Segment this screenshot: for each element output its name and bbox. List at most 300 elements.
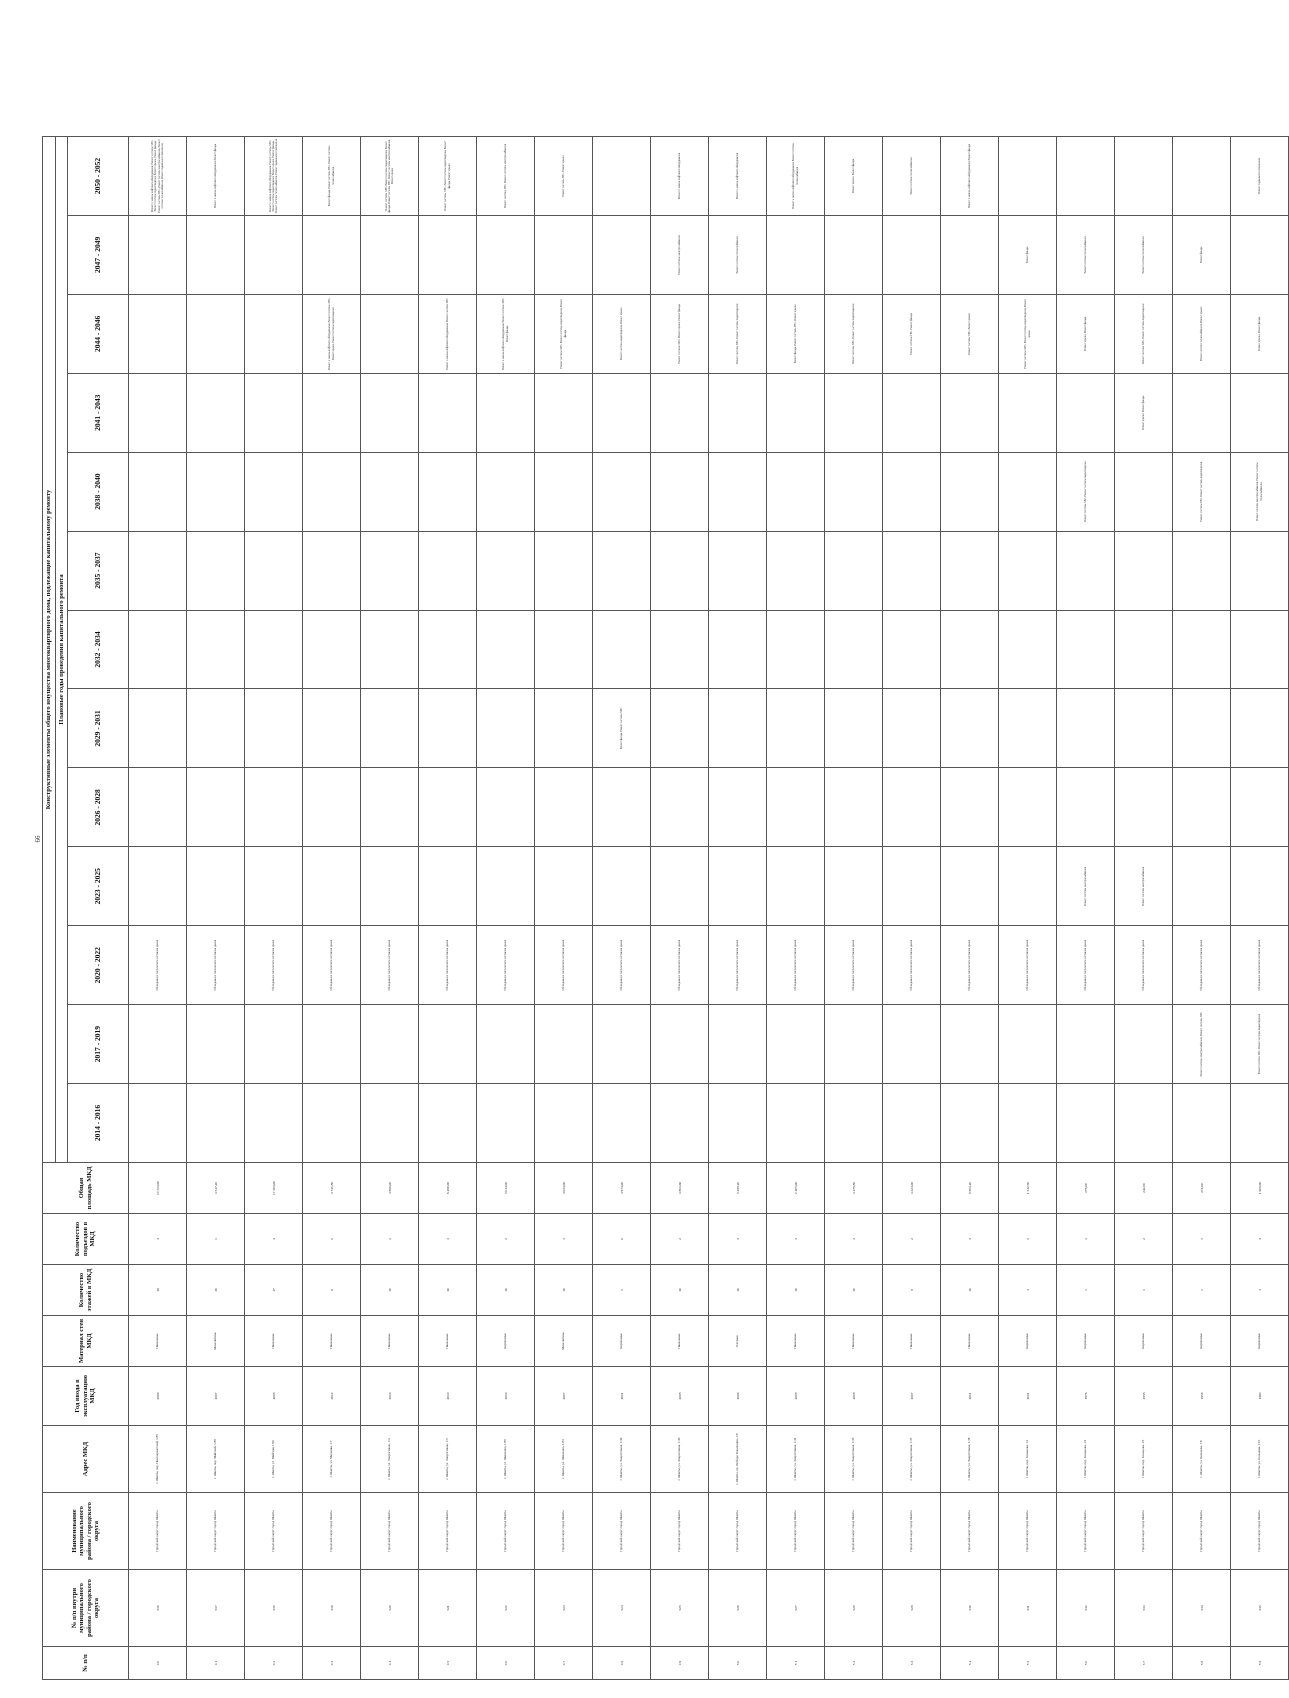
district-name-cell: Городской округ город Шахты [1173,1493,1231,1570]
work-cell [1115,1005,1173,1084]
floors-cell: 10 [825,1265,883,1316]
work-cell [245,294,303,373]
floors-cell: 10 [767,1265,825,1316]
work-cell [709,768,767,847]
district-name-cell: Городской округ город Шахты [535,1493,593,1570]
table-row [361,137,419,1680]
work-cell [187,768,245,847]
work-cell [825,452,883,531]
district-num-cell: 528 [825,1570,883,1647]
work-cell [303,689,361,768]
address-cell: г. Шахты, ул. Кольцова, 1/10 [1231,1426,1289,1493]
area-cell: 274,00 [1173,1163,1231,1214]
work-cell: Обследование технического состояния здания [593,926,651,1005]
work-cell [941,768,999,847]
year-cell: 2008 [825,1367,883,1426]
work-cell [825,373,883,452]
work-cell [999,610,1057,689]
address-cell: г. Шахты, пр. Победы Революции, 1/8 [709,1426,767,1493]
material-cell: Панельные [361,1316,419,1367]
work-cell [535,531,593,610]
district-name-cell: Городской округ город Шахты [245,1493,303,1570]
address-cell: г. Шахты, ул. Энергетиков, 1/37 [883,1426,941,1493]
work-cell [187,689,245,768]
area-cell: 242,00 [1115,1163,1173,1214]
work-cell [651,531,709,610]
work-cell [535,452,593,531]
work-cell [419,373,477,452]
entrances-cell: 3 [825,1214,883,1265]
page-number: 66 [34,835,42,843]
work-cell [419,847,477,926]
work-cell: Обследование технического состояния здания [767,926,825,1005]
work-cell: Ремонт системы водоотведения, Ремонт крыши [593,294,651,373]
district-num-cell: 527 [767,1570,825,1647]
work-cell [535,847,593,926]
material-cell: Панельные [825,1316,883,1367]
work-cell [303,452,361,531]
work-cell [1231,531,1289,610]
year-cell: 1958 [1115,1367,1173,1426]
work-cell [767,1005,825,1084]
header-year: Год ввода в эксплуатацию МКД [43,1367,129,1426]
work-cell [999,689,1057,768]
entrances-cell: 3 [419,1214,477,1265]
work-cell [245,373,303,452]
work-cell [767,847,825,926]
entrances-cell: 2 [1115,1214,1173,1265]
entrances-cell: 4 [1231,1214,1289,1265]
work-cell: Обследование технического состояния здания [825,926,883,1005]
period-header: 2023 - 2025 [68,847,129,926]
work-cell [941,847,999,926]
work-cell [941,1005,999,1084]
material-cell: Монолитные [187,1316,245,1367]
work-cell [767,768,825,847]
work-cell: Ремонт системы ХВС, Ремонт системы водоотведения [1231,1005,1289,1084]
work-cell [651,768,709,847]
work-cell: Ремонт и замена лифтового оборудования, Ремонт системы ХВС, Ремонт системы водоотведения, Ремонт крыши, Ремонт фасада, Ремонт системы теплоснабжения, Ремонт подвального помещения [245,137,303,216]
district-name-cell: Городской округ город Шахты [361,1493,419,1570]
district-num-cell: 530 [941,1570,999,1647]
row-num-cell: 4 6 [477,1647,535,1680]
table-row [709,137,767,1680]
row-num-cell: 4 8 [593,1647,651,1680]
work-cell [1173,768,1231,847]
year-cell: 2011 [593,1367,651,1426]
district-name-cell: Городской округ город Шахты [1057,1493,1115,1570]
material-cell: Панельные [129,1316,187,1367]
work-cell: Обследование технического состояния здания [883,926,941,1005]
work-cell [767,452,825,531]
entrances-cell: 5 [999,1214,1057,1265]
header-material: Материал стен МКД [43,1316,129,1367]
capital-repair-schedule-table [42,136,1289,1680]
work-cell [361,452,419,531]
address-cell: г. Шахты, ул. Энергетиков, 1/5 [419,1426,477,1493]
period-header: 2014 - 2016 [68,1084,129,1163]
work-cell: Ремонт системы теплоснабжения [883,137,941,216]
district-num-cell: 524 [593,1570,651,1647]
area-cell: 5 298,20 [709,1163,767,1214]
work-cell [1057,768,1115,847]
district-name-cell: Городской округ город Шахты [129,1493,187,1570]
work-cell: Ремонт системы электроснабжения, Ремонт системы теплоснабжения [1231,452,1289,531]
row-num-cell: 4 3 [303,1647,361,1680]
area-cell: 3 223,00 [883,1163,941,1214]
material-cell: Кирпичные [999,1316,1057,1367]
work-cell [1231,1084,1289,1163]
district-num-cell: 521 [419,1570,477,1647]
year-cell: 2008 [767,1367,825,1426]
district-num-cell: 516 [129,1570,187,1647]
work-cell [419,1084,477,1163]
work-cell [535,1005,593,1084]
work-cell [187,215,245,294]
work-cell [1057,1084,1115,1163]
district-num-cell: 534 [1173,1570,1231,1647]
work-cell [477,768,535,847]
work-cell [1231,847,1289,926]
work-cell [361,294,419,373]
entrances-cell: 3 [709,1214,767,1265]
year-cell: 2007 [883,1367,941,1426]
work-cell [593,1005,651,1084]
entrances-cell: 2 [651,1214,709,1265]
work-cell: Ремонт системы электроснабжения [1115,847,1173,926]
work-cell [129,373,187,452]
work-cell [129,689,187,768]
work-cell [1231,610,1289,689]
area-cell: 4 023,00 [535,1163,593,1214]
table-row [419,137,477,1680]
header-area: Общая площадь МКД [43,1163,129,1214]
work-cell [593,373,651,452]
entrances-cell: 1 [187,1214,245,1265]
row-num-cell: 5 8 [1173,1647,1231,1680]
work-cell [361,215,419,294]
floors-cell: 16 [187,1265,245,1316]
work-cell [129,294,187,373]
year-cell: 2010 [361,1367,419,1426]
work-cell: Обследование технического состояния здания [361,926,419,1005]
work-cell [245,610,303,689]
district-num-cell: 529 [883,1570,941,1647]
entrances-cell: 1 [535,1214,593,1265]
work-cell [825,610,883,689]
work-cell: Обследование технического состояния здания [941,926,999,1005]
work-cell: Обследование технического состояния здания [1231,926,1289,1005]
area-cell: 13 723,60 [129,1163,187,1214]
period-header: 2026 - 2028 [68,768,129,847]
work-cell [361,531,419,610]
area-cell: 3 478,80 [825,1163,883,1214]
work-cell [419,768,477,847]
work-cell [999,768,1057,847]
work-cell [477,610,535,689]
area-cell: 1 312,50 [999,1163,1057,1214]
work-cell [883,531,941,610]
work-cell: Ремонт системы электроснабжения [651,215,709,294]
work-cell: Ремонт и замена лифтового оборудования [709,137,767,216]
year-cell: 2011 [941,1367,999,1426]
work-cell: Обследование технического состояния здания [419,926,477,1005]
material-cell: Панельные [941,1316,999,1367]
work-cell [245,847,303,926]
district-num-cell: 517 [187,1570,245,1647]
work-cell [593,768,651,847]
address-cell: г. Шахты, ул. Энергетиков, 1/39 [593,1426,651,1493]
work-cell [1115,1084,1173,1163]
work-cell [593,215,651,294]
area-cell: 3 731,80 [303,1163,361,1214]
year-cell: 2007 [187,1367,245,1426]
floors-cell: 10 [941,1265,999,1316]
work-cell [999,531,1057,610]
work-cell [245,1005,303,1084]
rotated-table-wrapper [42,136,1263,1680]
work-cell [825,1005,883,1084]
material-cell: Кирпичные [1115,1316,1173,1367]
area-cell: 17 203,60 [245,1163,303,1214]
work-cell: Ремонт фасада, Ремонт системы ГВС, Ремонт крыши [767,294,825,373]
table-title: Конструктивные элементы общего имущества многоквартирного дома, подлежащие капитальному ремонту [43,137,56,1163]
floors-cell: 9 [303,1265,361,1316]
row-num-cell: 4 9 [651,1647,709,1680]
district-name-cell: Городской округ город Шахты [767,1493,825,1570]
work-cell [651,689,709,768]
work-cell [187,373,245,452]
work-cell [651,610,709,689]
work-cell [1173,373,1231,452]
district-num-cell: 532 [1057,1570,1115,1647]
work-cell: Ремонт фасада [1173,215,1231,294]
work-cell [709,531,767,610]
work-cell: Обследование технического состояния здания [245,926,303,1005]
year-cell: 2007 [535,1367,593,1426]
address-cell: г. Шахты, ул. Шевченко, 1/83 [535,1426,593,1493]
work-cell [593,452,651,531]
area-cell: 276,00 [1057,1163,1115,1214]
work-cell [883,610,941,689]
material-cell: Кирпичные [1231,1316,1289,1367]
table-row [883,137,941,1680]
work-cell [1057,373,1115,452]
material-cell: Кирпичные [593,1316,651,1367]
district-name-cell: Городской округ город Шахты [709,1493,767,1570]
work-cell [129,1005,187,1084]
floors-cell: 10 [361,1265,419,1316]
entrances-cell: 1 [1173,1214,1231,1265]
work-cell: Ремонт подвального помещения [1231,137,1289,216]
table-row [535,137,593,1680]
work-cell [535,373,593,452]
year-cell: 2006 [709,1367,767,1426]
work-cell [1173,689,1231,768]
district-name-cell: Городской округ город Шахты [593,1493,651,1570]
work-cell [477,1005,535,1084]
work-cell [303,373,361,452]
work-cell [245,452,303,531]
work-cell: Ремонт и замена лифтового оборудования, Ремонт системы ХВС [419,294,477,373]
entrances-cell: 4 [245,1214,303,1265]
district-name-cell: Городской округ город Шахты [419,1493,477,1570]
work-cell [419,215,477,294]
work-cell [1115,452,1173,531]
work-cell [419,452,477,531]
work-cell [419,531,477,610]
work-cell [477,531,535,610]
header-floors: Количество этажей в МКД [43,1265,129,1316]
work-cell [187,452,245,531]
address-cell: г. Шахты, пер. Кольцова, 1/4 [1057,1426,1115,1493]
work-cell: Обследование технического состояния здания [1173,926,1231,1005]
table-row [651,137,709,1680]
work-cell: Ремонт системы ХВС, Ремонт системы водоотведения [1115,294,1173,373]
header-district-num: № п/п внутри муниципального района / городского округа [43,1570,129,1647]
work-cell [361,1084,419,1163]
work-cell [361,373,419,452]
year-cell: 2008 [245,1367,303,1426]
work-cell [129,768,187,847]
row-num-cell: 4 7 [535,1647,593,1680]
material-cell: Кирпичные [477,1316,535,1367]
area-cell: 4 860,00 [361,1163,419,1214]
work-cell [129,452,187,531]
work-cell: Ремонт крыши, Ремонт фасада [1231,294,1289,373]
work-cell [245,1084,303,1163]
district-name-cell: Городской округ город Шахты [651,1493,709,1570]
work-cell [941,531,999,610]
floors-cell: 1 [1115,1265,1173,1316]
row-num-cell: 5 6 [1057,1647,1115,1680]
work-cell [883,847,941,926]
header-address: Адрес МКД [43,1426,129,1493]
district-name-cell: Городской округ город Шахты [825,1493,883,1570]
work-cell [767,610,825,689]
work-cell [535,1084,593,1163]
work-cell [129,215,187,294]
work-cell [187,531,245,610]
table-row [941,137,999,1680]
period-header: 2017 - 2019 [68,1005,129,1084]
district-num-cell: 526 [709,1570,767,1647]
work-cell [1115,531,1173,610]
work-cell [535,610,593,689]
work-cell [1173,1084,1231,1163]
work-cell [651,847,709,926]
work-cell [303,531,361,610]
work-cell [593,847,651,926]
work-cell [1057,610,1115,689]
entrances-cell: 1 [1057,1214,1115,1265]
entrances-cell: 3 [767,1214,825,1265]
entrances-cell: 6 [593,1214,651,1265]
work-cell [709,610,767,689]
material-cell: Панельные [245,1316,303,1367]
work-cell: Ремонт системы теплоснабжения, Ремонт крыши [1173,294,1231,373]
work-cell: Ремонт и замена лифтового оборудования, Ремонт системы ХВС, Ремонт системы водоотведения, Ремонт крыши, Ремонт фасада, Ремонт системы ГВС, Ремонт системы электроснабжения, Ремонт системы теплоснабжения, Ремонт подвального помещения [129,137,187,216]
material-cell: Кирпичные [1057,1316,1115,1367]
work-cell: Ремонт системы ГВС, Ремонт системы водоотведения [1173,452,1231,531]
period-header: 2032 - 2034 [68,610,129,689]
work-cell: Обследование технического состояния здания [651,926,709,1005]
work-cell [419,610,477,689]
material-cell: Панельные [767,1316,825,1367]
work-cell [1057,689,1115,768]
work-cell [1057,531,1115,610]
work-cell: Ремонт системы ХВС, Ремонт системы водоотведения, Ремонт фасада, Ремонт крыши [419,137,477,216]
work-cell [303,1005,361,1084]
work-cell: Ремонт системы ХВС, Ремонт системы водоотведения [1057,452,1115,531]
work-cell [593,1084,651,1163]
entrances-cell: 2 [303,1214,361,1265]
district-num-cell: 520 [361,1570,419,1647]
address-cell: г. Шахты, пер. Кольцова, 1/2 [999,1426,1057,1493]
work-cell [361,610,419,689]
work-cell [1115,768,1173,847]
work-cell: Ремонт и замена лифтового оборудования [651,137,709,216]
work-cell [941,610,999,689]
work-cell [941,1084,999,1163]
year-cell: 2009 [129,1367,187,1426]
work-cell [361,1005,419,1084]
work-cell [825,689,883,768]
work-cell [593,610,651,689]
work-cell [303,1084,361,1163]
row-num-cell: 5 5 [999,1647,1057,1680]
work-cell [477,452,535,531]
material-cell: Кирпичные [1173,1316,1231,1367]
work-cell [941,689,999,768]
district-num-cell: 518 [245,1570,303,1647]
table-row [187,137,245,1680]
work-cell: Ремонт крыши, Ремонт фасада [1115,373,1173,452]
work-cell [883,689,941,768]
work-cell [1057,137,1115,216]
work-cell [767,215,825,294]
row-num-cell: 4 5 [419,1647,477,1680]
work-cell [883,768,941,847]
year-cell: 1976 [1057,1367,1115,1426]
work-cell [187,1084,245,1163]
work-cell [303,768,361,847]
work-cell [129,847,187,926]
work-cell [767,373,825,452]
work-cell [709,847,767,926]
work-cell [999,1084,1057,1163]
row-num-cell: 5 0 [709,1647,767,1680]
year-cell: 2011 [999,1367,1057,1426]
work-cell: Ремонт системы ГВС, Ремонт фасада [883,294,941,373]
work-cell [361,689,419,768]
work-cell [767,689,825,768]
district-num-cell: 531 [999,1570,1057,1647]
work-cell: Ремонт системы ХВС, Ремонт системы водоотведения, Ремонт крыши [999,294,1057,373]
floors-cell: 17 [245,1265,303,1316]
work-cell [187,1005,245,1084]
address-cell: г. Шахты, ул. Энергетиков, 1/35 [825,1426,883,1493]
work-cell [999,1005,1057,1084]
row-num-cell: 4 2 [245,1647,303,1680]
period-header: 2020 - 2022 [68,926,129,1005]
row-num-cell: 5 9 [1231,1647,1289,1680]
table-row [1231,137,1289,1680]
address-cell: г. Шахты, ул. Энергетиков, 1/38 [941,1426,999,1493]
work-cell [245,689,303,768]
work-cell: Ремонт и замена лифтового оборудования, Ремонт фасада [187,137,245,216]
work-cell: Ремонт системы теплоснабжения [1057,215,1115,294]
